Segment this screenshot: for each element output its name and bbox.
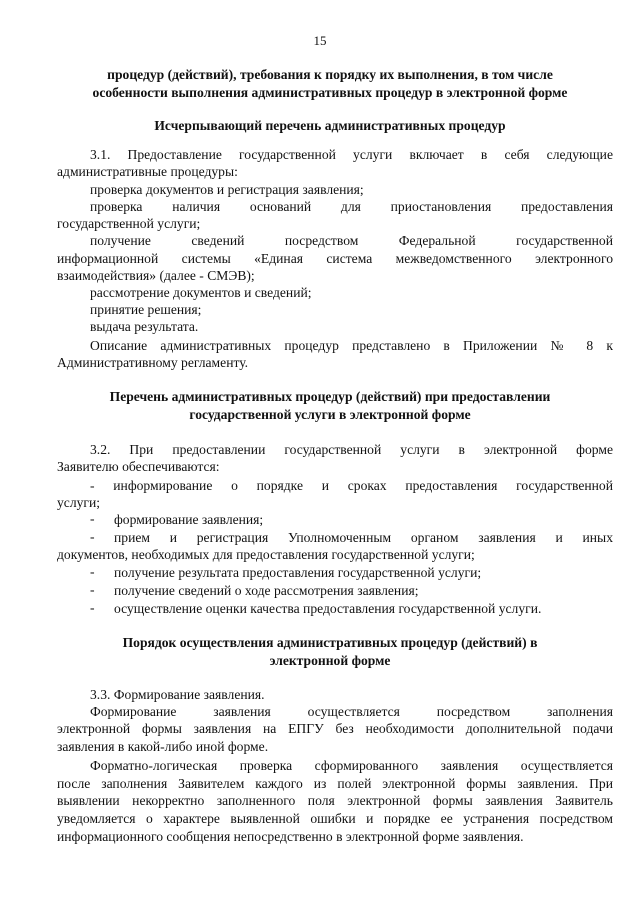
list-item: прием и регистрация Уполномоченным органом заявления и иных: [114, 530, 613, 545]
bullet-dash: -: [90, 564, 95, 579]
list-item: информационной системы «Единая система межведомственного электронного: [57, 251, 613, 266]
list-item: взаимодействия» (далее - СМЭВ);: [57, 268, 255, 283]
top-heading-line-1: процедур (действий), требования к порядку их выполнения, в том числе: [107, 67, 553, 82]
bullet-dash: -: [90, 529, 95, 544]
bullet-dash: -: [90, 600, 95, 615]
section2-heading-line-1: Перечень административных процедур (действий) при предоставлении: [109, 389, 551, 404]
paragraph-line: административные процедуры:: [57, 164, 238, 179]
paragraph-line: 3.1. Предоставление государственной услуги включает в себя следующие: [90, 147, 613, 162]
list-item: формирование заявления;: [114, 512, 264, 527]
section2-heading-line-2: государственной услуги в электронной форме: [189, 407, 471, 422]
paragraph-line: электронной формы заявления на ЕПГУ без необходимости дополнительной подачи: [57, 721, 613, 736]
list-item: принятие решения;: [90, 302, 202, 317]
paragraph-line: 3.3. Формирование заявления.: [90, 687, 265, 702]
paragraph-line: Форматно-логическая проверка сформированного заявления осуществляется: [90, 758, 613, 773]
bullet-dash: -: [90, 582, 95, 597]
list-item: - информирование о порядке и сроках предоставления государственной: [90, 478, 613, 493]
paragraph-line: Формирование заявления осуществляется посредством заполнения: [90, 704, 613, 719]
paragraph-line: 3.2. При предоставлении государственной услуги в электронной форме: [90, 442, 613, 457]
section3-heading-line-2: электронной форме: [269, 653, 391, 668]
list-item: государственной услуги;: [57, 216, 201, 231]
list-item: выдача результата.: [90, 319, 199, 334]
paragraph-line: уведомляется о характере выявленной ошибки и порядке ее устранения посредством: [57, 811, 613, 826]
section1-heading: Исчерпывающий перечень административных процедур: [154, 118, 506, 133]
paragraph-line: информационного сообщения непосредственно в электронной форме заявления.: [57, 829, 524, 844]
paragraph-line: после заполнения Заявителем каждого из полей электронной формы заявления. При: [57, 776, 613, 791]
bullet-dash: -: [90, 511, 95, 526]
list-item: услуги;: [57, 495, 101, 510]
top-heading-line-2: особенности выполнения административных процедур в электронной форме: [92, 85, 568, 100]
page-number: 15: [313, 33, 327, 48]
paragraph-line: Административному регламенту.: [57, 355, 249, 370]
list-item: получение сведений посредством Федеральной государственной: [90, 233, 613, 248]
list-item: получение результата предоставления государственной услуги;: [114, 565, 482, 580]
paragraph-line: заявления в какой-либо иной форме.: [57, 739, 269, 754]
list-item: проверка документов и регистрация заявления;: [90, 182, 364, 197]
paragraph-line: выявлении некорректно заполненного поля электронной формы заявления Заявитель: [57, 793, 613, 808]
paragraph-line: Заявителю обеспечиваются:: [57, 459, 220, 474]
list-item: получение сведений о ходе рассмотрения заявления;: [114, 583, 419, 598]
list-item: документов, необходимых для предоставления государственной услуги;: [57, 547, 475, 562]
paragraph-line: Описание административных процедур представлено в Приложении № 8 к: [90, 338, 613, 353]
list-item: проверка наличия оснований для приостановления предоставления: [90, 199, 613, 214]
list-item: рассмотрение документов и сведений;: [90, 285, 312, 300]
list-item: осуществление оценки качества предоставления государственной услуги.: [114, 601, 542, 616]
section3-heading-line-1: Порядок осуществления административных процедур (действий) в: [122, 635, 538, 650]
